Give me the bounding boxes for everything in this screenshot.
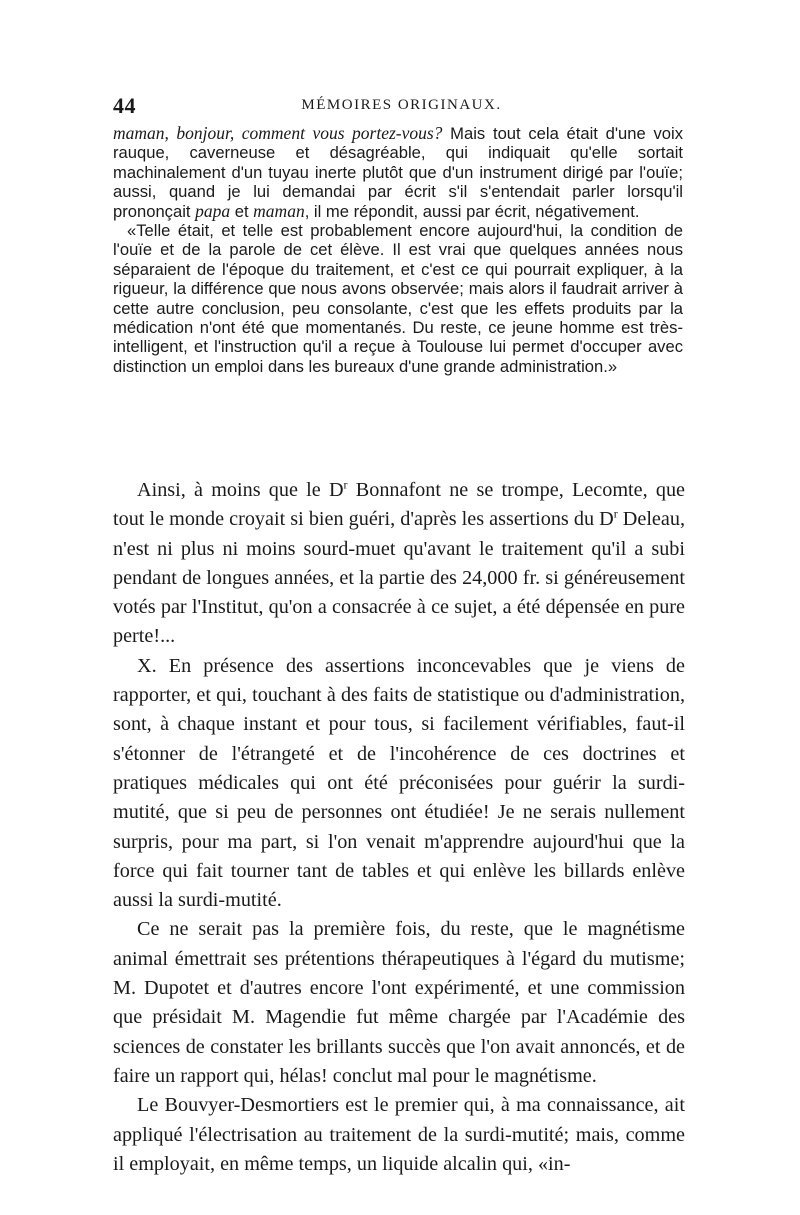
quote-italic-maman: maman bbox=[253, 200, 305, 221]
page-number: 44 bbox=[113, 93, 136, 118]
quote-text: , il me répondit, aussi par écrit, négativement. bbox=[304, 201, 640, 221]
superscript: r bbox=[613, 506, 618, 521]
quote-italic-lead: maman, bonjour, comment vous portez-vous? bbox=[113, 123, 443, 143]
quote-paragraph-1 bbox=[113, 124, 683, 221]
quoted-passage bbox=[113, 124, 683, 376]
quote-paragraph-2: «Telle était, et telle est probablement encore aujourd'hui, la condition de l'ouïe et de la parole de cet élève. Il est vrai que quelques années nous séparaient de l'époque du traitement, et c'est ce qui pourrait expliquer, à la rigueur, la différence que nous avons observée; mais alors il faudrait arriver à cette autre conclusion, peu consolante, c'est que les effets produits par la médication n'ont été que momentanés. Du reste, ce jeune homme est très-intelligent, et l'instruction qu'il a reçue à Toulouse lui permet d'occuper avec distinction un emploi dans les bureaux d'une grande administration.» bbox=[113, 221, 683, 376]
quote-text: et bbox=[230, 201, 254, 221]
body-text-span: Deleau, n'est ni plus ni moins sourd-muet qu'avant le traitement qu'il a subi pendant de longues années, et la partie des 24,000 fr. si généreusement votés par l'Institut, qu'on a consacrée à ce sujet, a été dépensée en pure perte!... bbox=[113, 508, 685, 648]
main-text bbox=[113, 476, 685, 1179]
running-title: MÉMOIRES ORIGINAUX. bbox=[301, 97, 502, 113]
superscript: r bbox=[343, 477, 348, 492]
body-paragraph-4: Le Bouvyer-Desmortiers est le premier qui, à ma connaissance, ait appliqué l'électrisation au traitement de la surdi-mutité; mais, comme il employait, en même temps, un liquide alcalin qui, «in- bbox=[113, 1094, 685, 1175]
body-text-span: Ainsi, à moins que le D bbox=[137, 479, 344, 501]
body-paragraph-1 bbox=[113, 476, 685, 652]
body-paragraph-3: Ce ne serait pas la première fois, du reste, que le magnétisme animal émettrait ses prétentions thérapeutiques à l'égard du mutisme; M. Dupotet et d'autres encore l'ont expérimenté, et une commission que présidait M. Magendie fut même chargée par l'Académie des sciences de constater les brillants succès que l'on avait annoncés, et de faire un rapport qui, hélas! conclut mal pour le magnétisme. bbox=[113, 918, 685, 1087]
running-head bbox=[113, 93, 690, 117]
body-text-span: Bonnafont ne se trompe, Lecomte, que tout le monde croyait si bien guéri, d'après les assertions du D bbox=[113, 479, 686, 531]
body-paragraph-2: X. En présence des assertions inconcevables que je viens de rapporter, et qui, touchant à des faits de statistique ou d'administration, sont, à chaque instant et pour tous, si facilement vérifiables, faut-il s'étonner de l'étrangeté et de l'incohérence de ces doctrines et pratiques médicales qui ont été préconisées pour guérir la surdi-mutité, que si peu de personnes ont étudiée! Je ne serais nullement surpris, pour ma part, si l'on venait m'apprendre aujourd'hui que la force qui fait tourner tant de tables et qui enlève les billards enlève aussi la surdi-mutité. bbox=[113, 654, 685, 912]
quote-italic-papa: papa bbox=[195, 200, 231, 221]
quote-text: Mais tout cela était d'une voix rauque, caverneuse et désagréable, qui indiquait qu'elle sortait machinalement d'un tuyau inerte plutôt que d'un instrument dirigé par l'ouïe; aussi, quand je lui demandai par écrit s'il s'entendait parler lorsqu'il prononçait bbox=[113, 124, 683, 221]
